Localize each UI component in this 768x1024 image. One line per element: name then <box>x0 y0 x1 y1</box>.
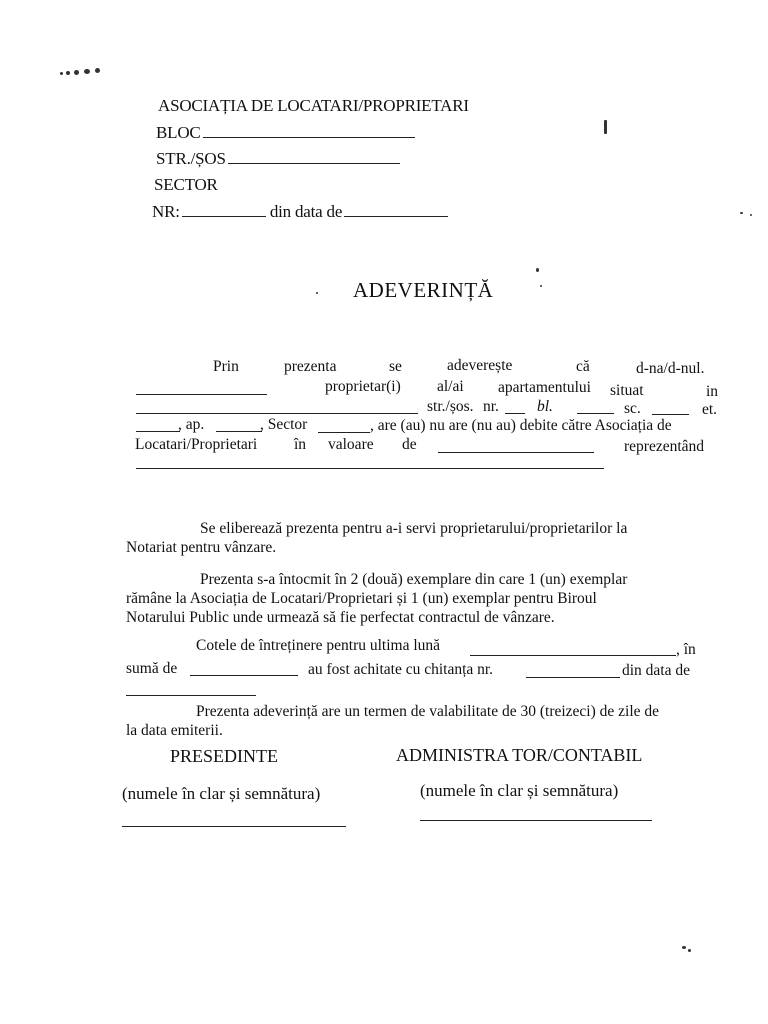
p1-word: adeverește <box>447 357 513 374</box>
date-label: din data de <box>269 202 343 221</box>
floor-blank <box>136 431 180 432</box>
p1-word: nr. <box>483 398 499 415</box>
bloc-blank <box>203 136 415 138</box>
scan-speck <box>66 71 70 75</box>
bloc-label: BLOC <box>156 123 201 142</box>
p4-text: Cotele de întreținere pentru ultima lună <box>196 637 441 654</box>
p1-word: situat <box>610 382 644 399</box>
p1-word: in <box>706 383 719 400</box>
p1-word: d-na/d-nul. <box>636 360 705 377</box>
administrator-title: ADMINISTRA TOR/CONTABIL <box>396 745 643 765</box>
p1-word: str./șos. <box>427 398 474 415</box>
president-subtitle: (numele în clar și semnătura) <box>122 784 321 803</box>
p1-word: et. <box>702 401 718 418</box>
address-blank <box>136 413 418 414</box>
street-field <box>156 149 400 169</box>
p1-word: Locatari/Proprietari <box>135 436 258 453</box>
date-blank <box>344 215 448 217</box>
sector-label: SECTOR <box>154 175 218 194</box>
receipt-number-blank <box>526 677 620 678</box>
debt-amount-blank <box>438 452 594 453</box>
p1-word: în <box>294 436 307 453</box>
p1-word: , are (au) nu are (nu au) debite către Asociația de <box>370 417 672 434</box>
p1-word: că <box>576 358 590 375</box>
administrator-subtitle: (numele în clar și semnătura) <box>420 781 619 800</box>
street-label: STR./ȘOS <box>156 149 226 168</box>
last-month-blank <box>470 655 676 656</box>
representing-blank <box>136 468 604 469</box>
p1-word: apartamentului <box>498 379 591 396</box>
p1-word: bl. <box>537 398 553 415</box>
p1-word: reprezentând <box>624 438 705 455</box>
president-signature-line <box>122 826 346 827</box>
p1-word: al/ai <box>437 378 464 395</box>
scan-speck <box>682 946 686 949</box>
owner-name-blank <box>136 394 267 395</box>
bloc-field <box>156 123 415 143</box>
p4-text: au fost achitate cu chitanța nr. <box>308 661 494 678</box>
sector-blank <box>318 432 370 433</box>
scan-speck <box>540 285 542 287</box>
scan-speck <box>750 214 752 216</box>
apartment-blank <box>216 431 262 432</box>
nr-blank <box>182 215 266 217</box>
p5-line: la data emiterii. <box>126 722 223 739</box>
street-number-blank <box>505 413 525 414</box>
scan-speck <box>688 949 691 952</box>
bloc-number-blank <box>577 413 614 414</box>
administrator-signature-line <box>420 820 652 821</box>
staircase-blank <box>652 414 689 415</box>
p1-word: prezenta <box>284 358 337 375</box>
street-blank <box>228 162 400 164</box>
p1-word: sc. <box>624 400 641 417</box>
scan-speck <box>74 70 79 75</box>
number-date-field <box>152 202 448 222</box>
p1-word: , ap. <box>178 416 205 433</box>
p2-line: Notariat pentru vânzare. <box>126 539 277 556</box>
receipt-date-blank <box>126 695 256 696</box>
p3-line: Prezenta s-a întocmit în 2 (două) exemplare din care 1 (un) exemplar <box>200 571 628 588</box>
scan-speck <box>95 68 100 73</box>
p1-word: Prin <box>213 358 239 375</box>
p4-text: sumă de <box>126 660 178 677</box>
association-heading: ASOCIAȚIA DE LOCATARI/PROPRIETARI <box>158 96 469 115</box>
p1-word: se <box>389 358 402 375</box>
p3-line: rămâne la Asociația de Locatari/Proprietari și 1 (un) exemplar pentru Biroul <box>126 590 597 607</box>
p2-line: Se eliberează prezenta pentru a-i servi proprietarului/proprietarilor la <box>200 520 628 537</box>
p1-word: de <box>402 436 417 453</box>
p1-word: proprietar(i) <box>325 378 401 395</box>
p1-word: , Sector <box>260 416 308 433</box>
sum-blank <box>190 675 298 676</box>
scan-speck <box>536 268 539 272</box>
scan-speck <box>604 120 607 134</box>
p4-text: , în <box>676 641 696 658</box>
scan-speck <box>740 212 743 214</box>
p3-line: Notarului Public unde urmează să fie perfectat contractul de vânzare. <box>126 609 555 626</box>
president-title: PRESEDINTE <box>170 746 278 766</box>
scan-speck <box>84 69 90 74</box>
document-title: ADEVERINȚĂ <box>353 278 494 302</box>
scan-speck <box>60 72 63 75</box>
p5-line: Prezenta adeverință are un termen de valabilitate de 30 (treizeci) de zile de <box>196 703 660 720</box>
p4-text: din data de <box>622 662 691 679</box>
p1-word: valoare <box>328 436 374 453</box>
scan-speck <box>316 292 318 294</box>
nr-label: NR: <box>152 202 180 221</box>
